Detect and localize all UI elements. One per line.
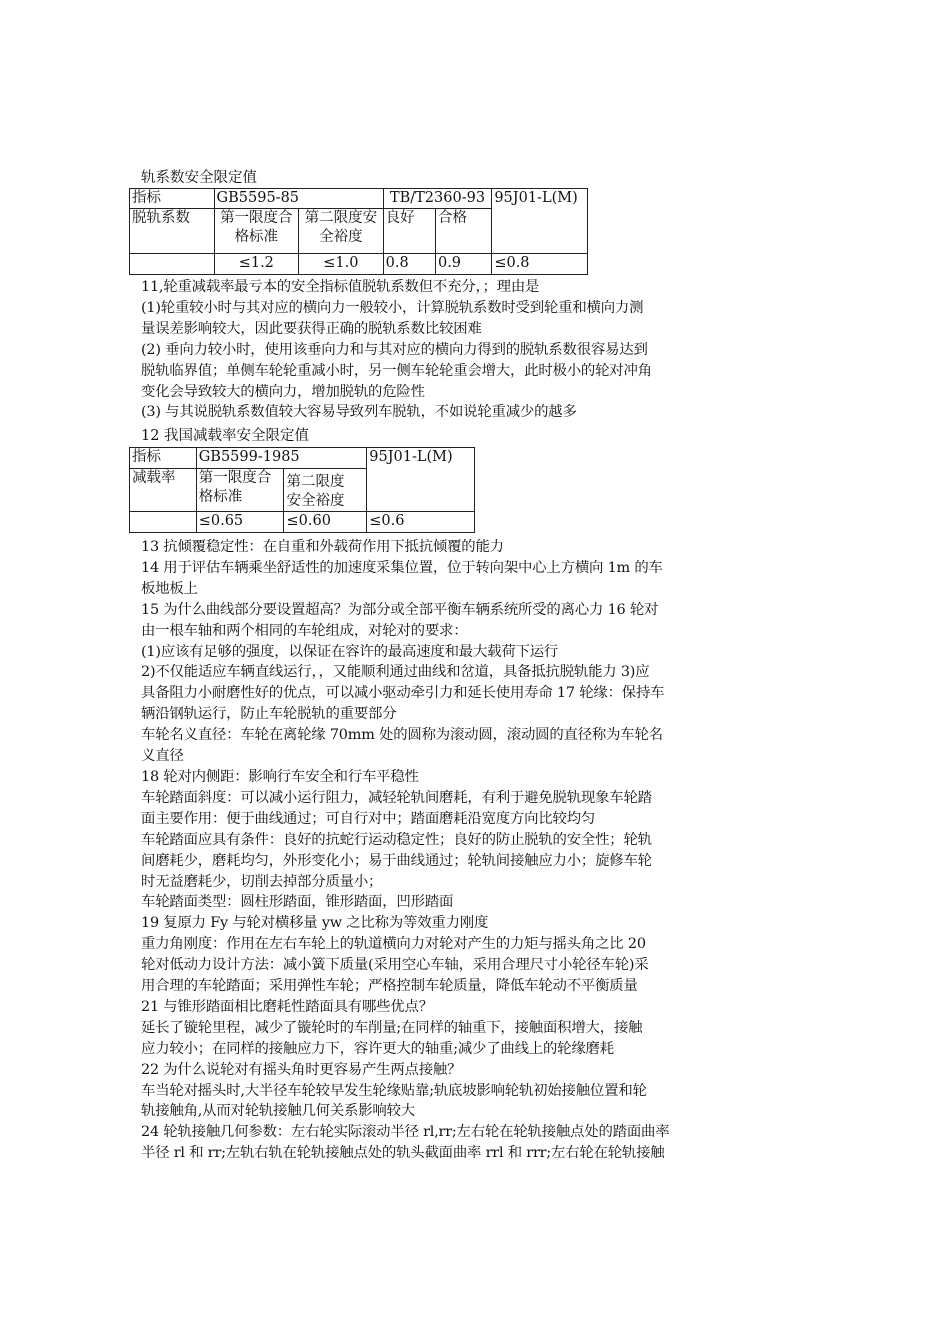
value-first-limit: ≤0.65 [196, 512, 284, 533]
value-95j01: ≤0.8 [492, 254, 588, 275]
value-good: 0.8 [383, 254, 435, 275]
body-section-1 [141, 277, 731, 423]
text-line: 义直径 [141, 748, 184, 765]
header-tb2360: TB/T2360-93 [383, 189, 492, 209]
text-line: 半径 rl 和 rr;左轨右轨在轮轨接触点处的轨头截面曲率 rrl 和 rrr;左右轮在轮轨接触 [141, 1145, 665, 1162]
text-line: 19 复原力 Fy 与轮对横移量 yw 之比称为等效重力刚度 [141, 915, 489, 932]
text-line: 辆沿钢轨运行，防止车轮脱轨的重要部分 [141, 706, 397, 723]
text-line: 具备阻力小耐磨性好的优点，可以减小驱动牵引力和延长使用寿命 17 轮缘：保持车 [141, 685, 665, 702]
text-line: 用合理的车轮踏面；采用弹性车轮；严格控制车轮质量，降低车轮动不平衡质量 [141, 978, 638, 995]
text-line: 车轮踏面应具有条件：良好的抗蛇行运动稳定性；良好的防止脱轨的安全性；轮轨 [141, 831, 652, 848]
value-second-limit: ≤1.0 [299, 254, 384, 275]
text-line: 面主要作用：便于曲线通过；可自行对中；踏面磨耗沿宽度方向比较均匀 [141, 810, 596, 827]
text-line: (3) 与其说脱轨系数值较大容易导致列车脱轨，不如说轮重减少的越多 [141, 404, 577, 421]
value-second-limit: ≤0.60 [284, 512, 367, 533]
text-line: 时无益磨耗少，切削去掉部分质量小； [141, 873, 383, 890]
text-line: 变化会导致较大的横向力，增加脱轨的危险性 [141, 383, 425, 400]
sub-second-limit: 第二限度 安全裕度 [284, 469, 367, 512]
value-qualified: 0.9 [435, 254, 491, 275]
text-line: 量误差影响较大，因此要获得正确的脱轨系数比较困难 [141, 320, 482, 337]
sub-good: 良好 [383, 209, 435, 254]
header-indicator: 指标 [130, 448, 197, 469]
row-label-derailment: 脱轨系数 [130, 209, 215, 254]
header-gb5595: GB5595-85 [214, 189, 383, 209]
text-line: 间磨耗少，磨耗均匀，外形变化小；易于曲线通过；轮轨间接触应力小；旋修车轮 [141, 852, 652, 869]
text-line: 轮对低动力设计方法：减小簧下质量(采用空心车轴，采用合理尺寸小轮径车轮)采 [141, 957, 649, 974]
header-gb5599: GB5599-1985 [196, 448, 367, 469]
header-95j01: 95J01-L(M) [492, 189, 588, 254]
header-95j01: 95J01-L(M) [367, 448, 475, 512]
header-indicator: 指标 [130, 189, 215, 209]
text-line: 15 为什么曲线部分要设置超高？为部分或全部平衡车辆系统所受的离心力 16 轮对 [141, 601, 659, 618]
text-line: 延长了镟轮里程，减少了镟轮时的车削量;在同样的轴重下，接触面积增大，接触 [141, 1019, 643, 1036]
text-line: 脱轨临界值；单侧车轮轮重减小时，另一侧车轮轮重会增大，此时极小的轮对冲角 [141, 362, 652, 379]
text-line: (1)应该有足够的强度，以保证在容许的最高速度和最大载荷下运行 [141, 643, 559, 660]
derailment-coefficient-table [129, 188, 588, 275]
sub-first-limit: 第一限度合 格标准 [214, 209, 299, 254]
text-line: 车轮踏面类型：圆柱形踏面，锥形踏面，凹形踏面 [141, 894, 454, 911]
row-label-load-reduction: 减载率 [130, 469, 197, 512]
text-line: 由一根车轴和两个相同的车轮组成，对轮对的要求： [141, 622, 468, 639]
text-line: (1)轮重较小时与其对应的横向力一般较小，计算脱轨系数时受到轮重和横向力测 [141, 299, 644, 316]
text-line: 重力角刚度：作用在左右车轮上的轨道横向力对轮对产生的力矩与摇头角之比 20 [141, 936, 646, 953]
text-line: 22 为什么说轮对有摇头角时更容易产生两点接触？ [141, 1061, 462, 1078]
body-section-2 [141, 537, 731, 1164]
text-line: 14 用于评估车辆乘坐舒适性的加速度采集位置，位于转向架中心上方横向 1m 的车 [141, 559, 663, 576]
value-95j01: ≤0.6 [367, 512, 475, 533]
text-line: 板地板上 [141, 580, 198, 597]
text-line: 2)不仅能适应车辆直线运行，，又能顺利通过曲线和岔道，具备抵抗脱轨能力 3)应 [141, 664, 650, 681]
load-reduction-table [129, 447, 475, 533]
sub-first-limit: 第一限度合 格标准 [196, 469, 284, 512]
text-line: 轨接触角,从而对轮轨接触几何关系影响较大 [141, 1103, 415, 1120]
cell-empty [130, 512, 197, 533]
text-line: 11,轮重减载率最亏本的安全指标值脱轨系数但不充分，；理由是 [141, 279, 540, 295]
sub-second-limit: 第二限度安 全裕度 [299, 209, 384, 254]
text-line: 21 与锥形踏面相比磨耗性踏面具有哪些优点？ [141, 998, 433, 1015]
cell-empty [130, 254, 215, 275]
text-line: 车当轮对摇头时,大半径车轮较早发生轮缘贴靠;轨底坡影响轮轨初始接触位置和轮 [141, 1082, 647, 1099]
table2-caption: 12 我国减载率安全限定值 [141, 428, 310, 444]
text-line: 车轮踏面斜度：可以减小运行阻力，减轻轮轨间磨耗，有利于避免脱轨现象车轮踏 [141, 789, 652, 806]
text-line: 18 轮对内侧距：影响行车安全和行车平稳性 [141, 768, 419, 785]
value-first-limit: ≤1.2 [214, 254, 299, 275]
text-line: 应力较小；在同样的接触应力下，容许更大的轴重;减少了曲线上的轮缘磨耗 [141, 1040, 614, 1057]
text-line: 车轮名义直径：车轮在离轮缘 70mm 处的圆称为滚动圆，滚动圆的直径称为车轮名 [141, 727, 663, 744]
table1-caption: 轨系数安全限定值 [141, 170, 257, 186]
text-line: 13 抗倾覆稳定性：在自重和外载荷作用下抵抗倾覆的能力 [141, 539, 504, 555]
text-line: (2) 垂向力较小时，使用该垂向力和与其对应的横向力得到的脱轨系数很容易达到 [141, 341, 648, 358]
sub-qualified: 合格 [435, 209, 491, 254]
text-line: 24 轮轨接触几何参数：左右轮实际滚动半径 rl,rr;左右轮在轮轨接触点处的踏面曲率 [141, 1124, 670, 1141]
